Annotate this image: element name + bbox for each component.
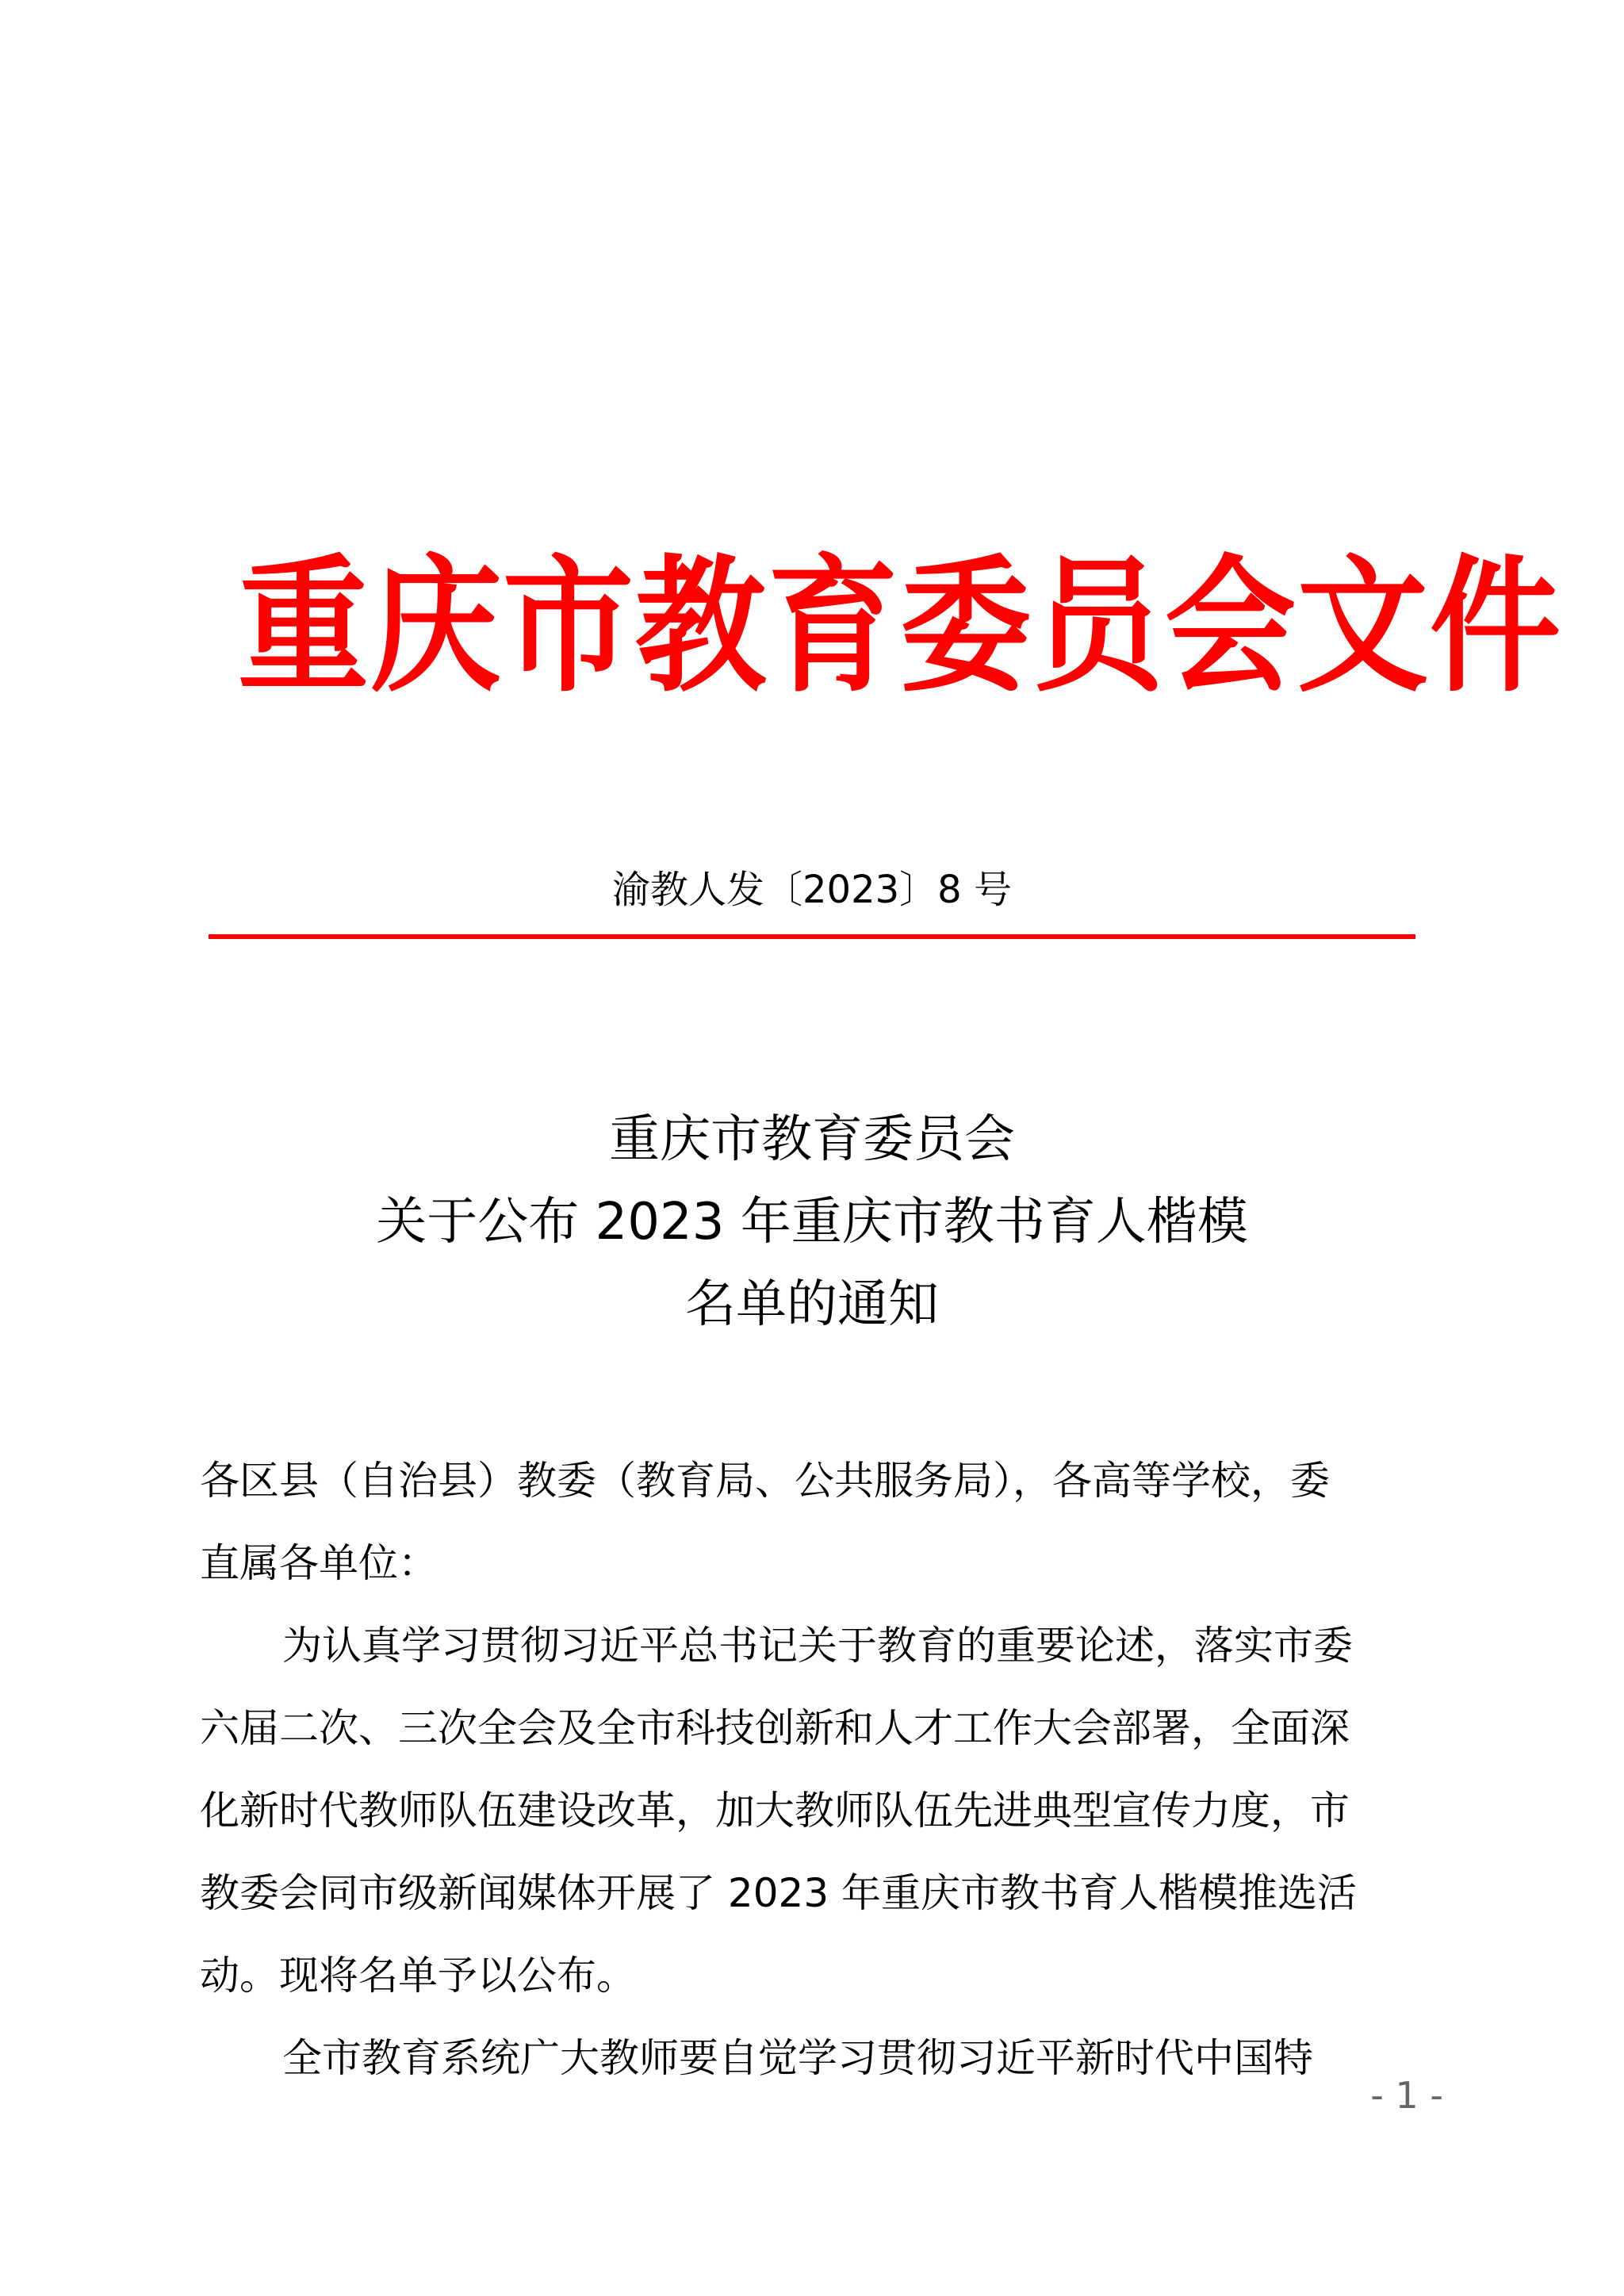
document-title [0, 1098, 1624, 1346]
title-line-3: 名单的通知 [685, 1275, 939, 1334]
paragraph-2 [200, 2017, 1437, 2099]
document-number: 渝教人发〔2023〕8 号 [612, 868, 1012, 912]
page-number: - 1 - [1370, 2074, 1443, 2117]
paragraph-2-line-1: 全市教育系统广大教师要自觉学习贯彻习近平新时代中国特 [282, 2035, 1313, 2081]
issuer-header: 重庆市教育委员会文件 [238, 541, 1562, 712]
red-divider-rule [209, 934, 1415, 939]
addressee-line-2: 直属各单位： [200, 1540, 438, 1586]
paragraph-1-line-5: 动。现将名单予以公布。 [200, 1953, 636, 1999]
paragraph-1-line-2: 六届二次、三次全会及全市科技创新和人才工作大会部署，全面深 [200, 1705, 1350, 1751]
title-line-1: 重庆市教育委员会 [609, 1110, 1015, 1169]
paragraph-1 [200, 1604, 1437, 2017]
paragraph-1-line-4: 教委会同市级新闻媒体开展了 2023 年重庆市教书育人楷模推选活 [200, 1870, 1358, 1916]
title-line-2: 关于公布 2023 年重庆市教书育人楷模 [376, 1193, 1248, 1251]
document-body [200, 1439, 1437, 2099]
paragraph-1-line-1: 为认真学习贯彻习近平总书记关于教育的重要论述，落实市委 [282, 1623, 1353, 1669]
paragraph-1-line-3: 化新时代教师队伍建设改革，加大教师队伍先进典型宣传力度，市 [200, 1788, 1350, 1834]
addressee [200, 1439, 1437, 1604]
addressee-line-1: 各区县（自治县）教委（教育局、公共服务局），各高等学校，委 [200, 1458, 1330, 1504]
